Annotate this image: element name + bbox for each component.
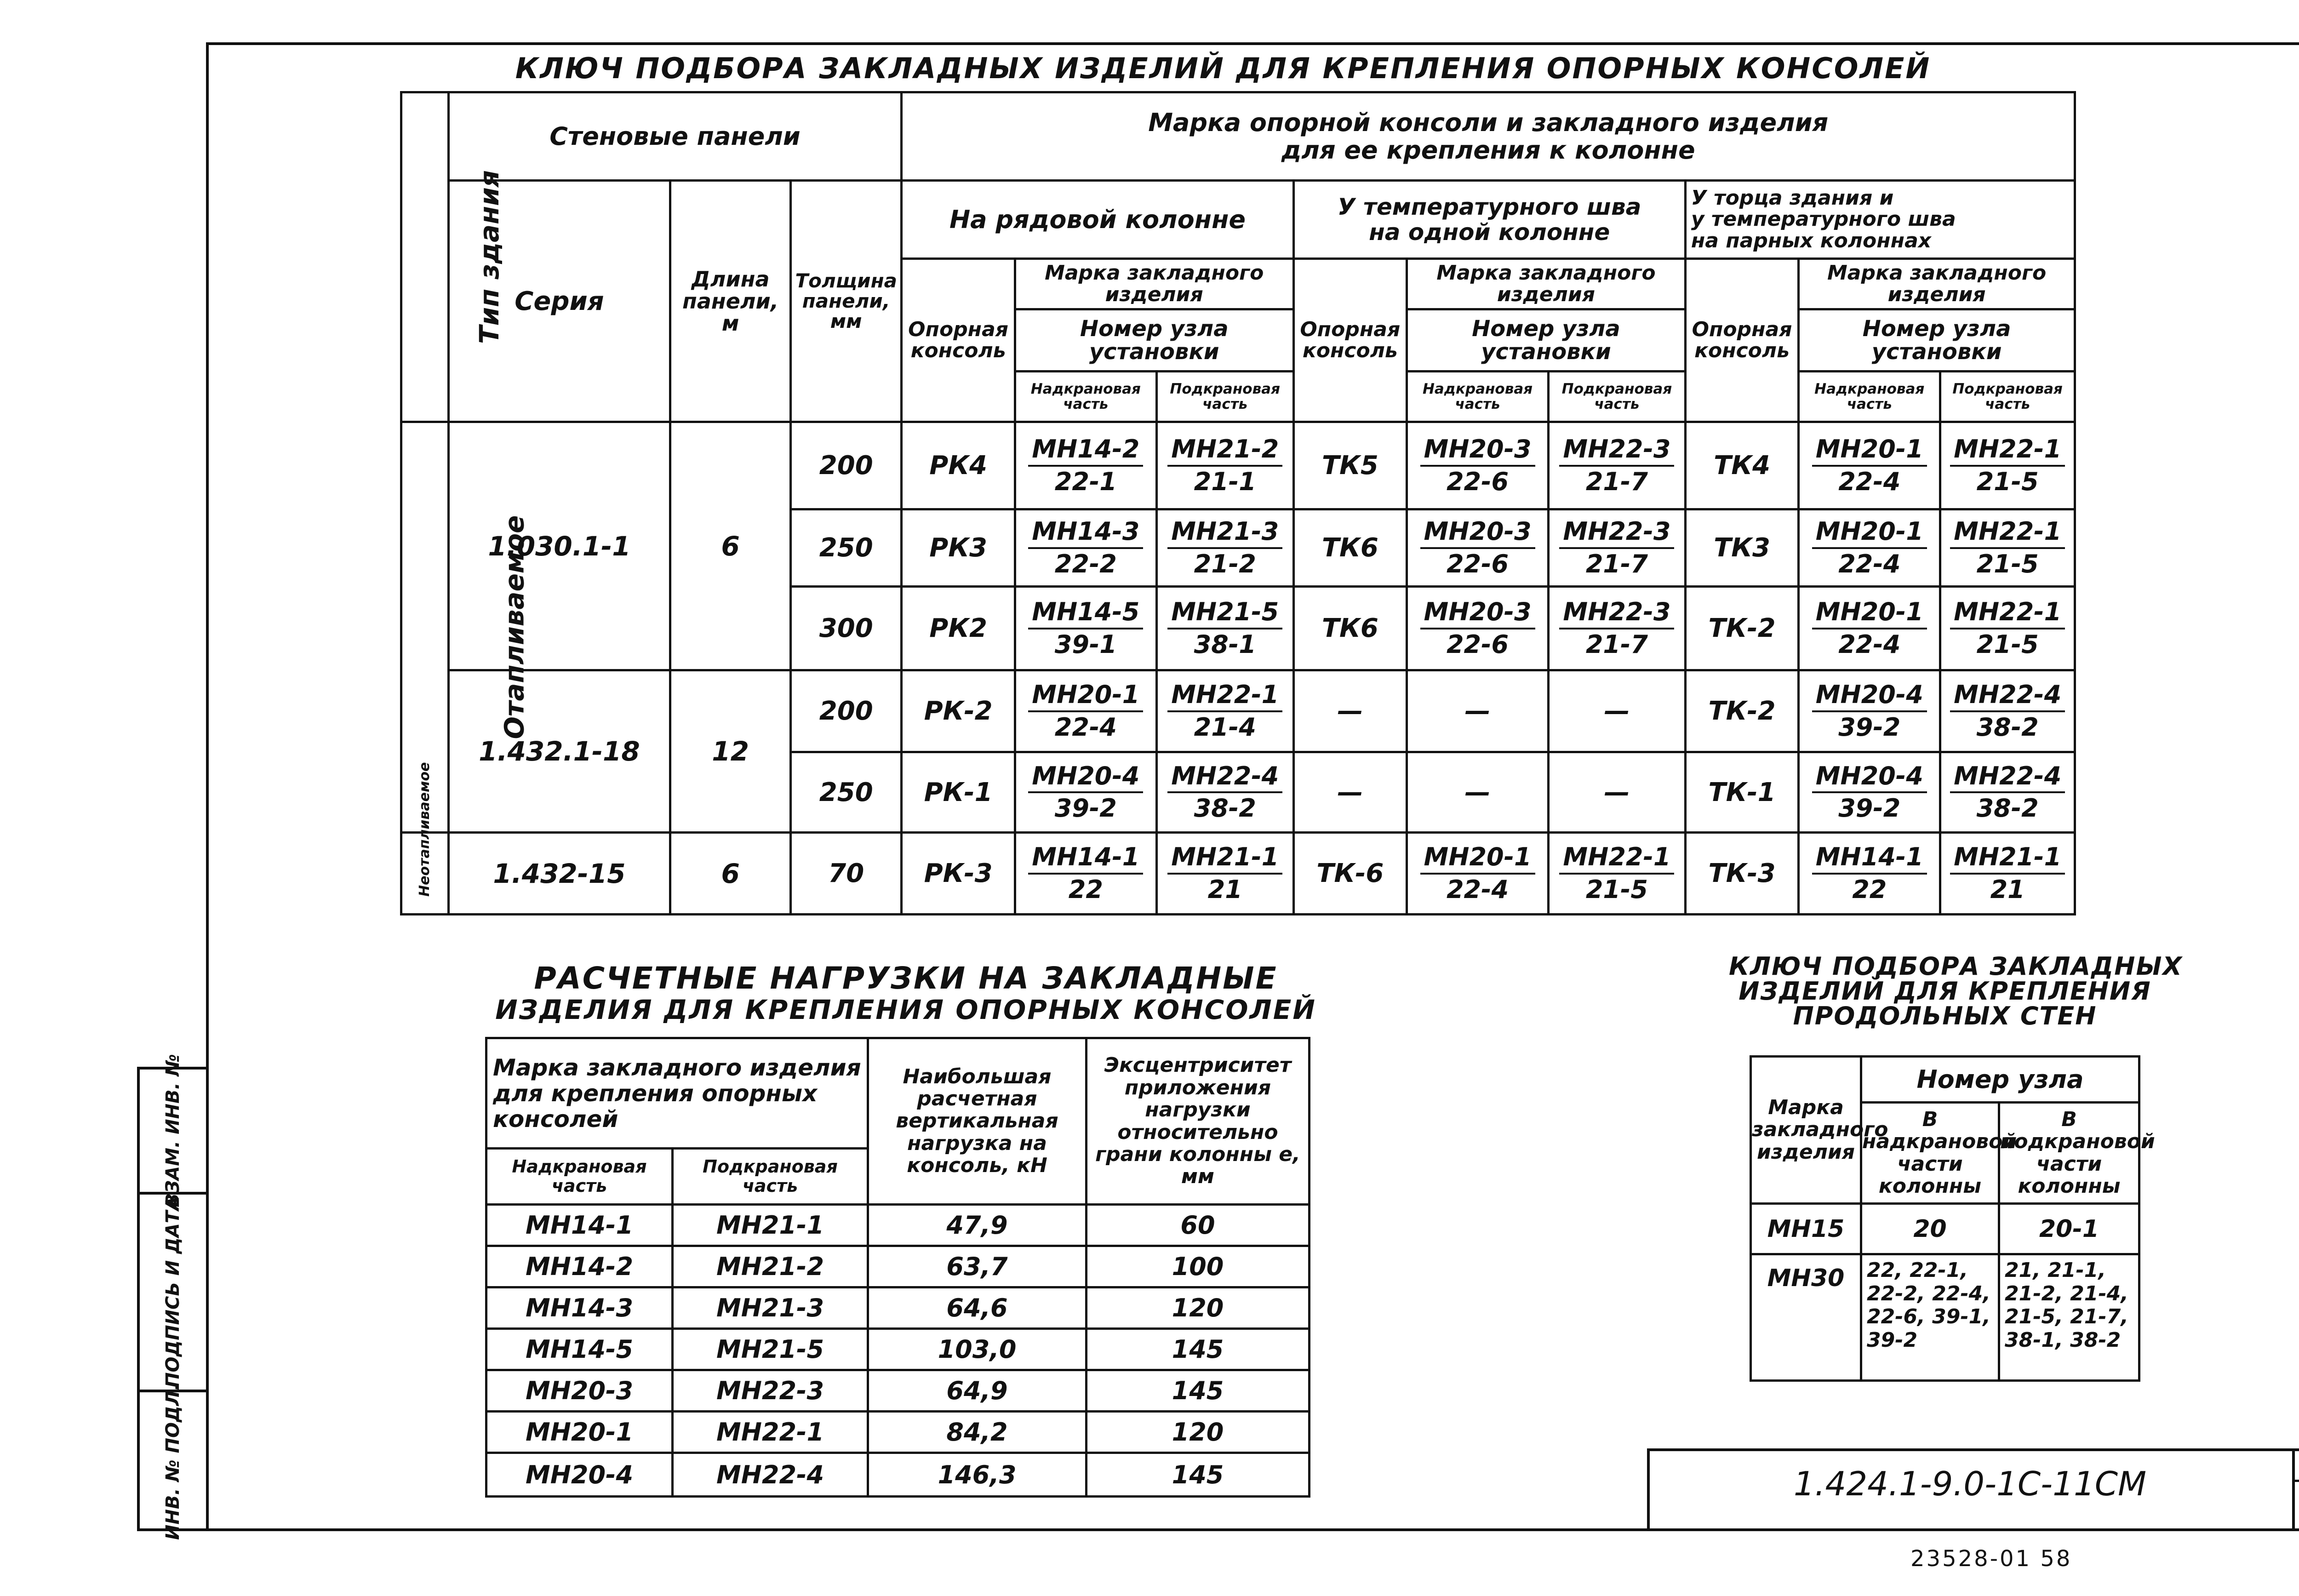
loads-title-line1: РАСЧЕТНЫЕ НАГРУЗКИ НА ЗАКЛАДНЫЕ: [534, 961, 1278, 996]
length-cell: 6: [670, 422, 791, 670]
lower-header: Подкрановая часть: [1940, 372, 2075, 422]
fraction-bottom: 22-4: [1838, 549, 1901, 578]
loads-brand-header: Марка закладного изделия для крепления опорных консолей: [486, 1038, 868, 1149]
fraction-bottom: 22-2: [1054, 549, 1117, 578]
fraction-top: МН20-4: [1812, 681, 1927, 712]
fraction-top: МН21-5: [1167, 598, 1282, 629]
fraction-cell: [1156, 587, 1293, 670]
side-cell: [140, 1195, 206, 1392]
support-cell: ТК4: [1685, 422, 1798, 509]
end-line1: У торца здания и: [1691, 186, 1894, 210]
document-code: 1.424.1-9.0-1С-11СМ: [1793, 1464, 2147, 1503]
loads-ecc-cell: 145: [1087, 1329, 1310, 1370]
walls-brand-cell: МН15: [1751, 1204, 1861, 1254]
fraction-bottom: 22-1: [1054, 467, 1117, 496]
walls-title-line3: ПРОДОЛЬНЫХ СТЕН: [1793, 1001, 2097, 1030]
type-header: [401, 92, 505, 422]
fraction-cell: [1940, 422, 2075, 509]
series-header: Серия: [448, 181, 670, 422]
support-cell: РК3: [902, 509, 1015, 587]
fraction-cell: [1940, 670, 2075, 752]
fraction-top: МН20-1: [1812, 517, 1927, 549]
loads-ecc-cell: 60: [1087, 1205, 1310, 1246]
fraction-cell: [1015, 670, 1156, 752]
fraction-bottom: 39-1: [1054, 629, 1117, 659]
walls-lower-header: В подкрановой части колонны: [1999, 1103, 2139, 1204]
fraction-top: МН22-1: [1950, 435, 2065, 466]
support-cell: РК2: [902, 587, 1015, 670]
temp-joint-header: [1293, 181, 1685, 259]
fraction-bottom: 22-6: [1446, 467, 1509, 496]
fraction-top: МН22-4: [1950, 762, 2065, 793]
support-cell: ТК-2: [1685, 587, 1798, 670]
fraction-bottom: 21-1: [1194, 467, 1256, 496]
dash-cell: —: [1549, 670, 1686, 752]
thickness-header: Толщина панели, мм: [791, 181, 902, 422]
support-cell: РК-3: [902, 833, 1015, 915]
fraction-top: МН14-5: [1028, 598, 1143, 629]
fraction-bottom: 21-7: [1585, 629, 1648, 659]
fraction-cell: [1156, 509, 1293, 587]
node-header: Номер узла установки: [1799, 309, 2075, 372]
fraction-top: МН22-1: [1167, 681, 1282, 712]
fraction-cell: [1015, 422, 1156, 509]
walls-title: [1729, 952, 2183, 1030]
loads-ecc-cell: 100: [1087, 1246, 1310, 1287]
fraction-top: МН20-4: [1812, 762, 1927, 793]
fraction-bottom: 21-5: [1976, 629, 2039, 659]
loads-upper-header: Надкрановая часть: [486, 1149, 673, 1205]
fraction-top: МН21-2: [1167, 435, 1282, 466]
fraction-cell: [1799, 509, 1940, 587]
brand-header-line1: Марка опорной консоли и закладного изделия: [1148, 108, 1829, 137]
support-cell: ТК-3: [1685, 833, 1798, 915]
length-header: Длина панели, м: [670, 181, 791, 422]
loads-upper-cell: МН20-1: [486, 1412, 673, 1453]
length-cell: 12: [670, 670, 791, 833]
fraction-top: МН21-1: [1950, 843, 2065, 874]
support-cell: —: [1293, 752, 1407, 833]
fraction-cell: [1549, 509, 1686, 587]
fraction-top: МН20-1: [1028, 681, 1143, 712]
walls-upper-header: В надкрановой части колонны: [1861, 1103, 1999, 1204]
dash-cell: —: [1549, 752, 1686, 833]
fraction-bottom: 21-7: [1585, 467, 1648, 496]
node-header: Номер узла установки: [1407, 309, 1686, 372]
fraction-cell: [1940, 587, 2075, 670]
fraction-cell: [1156, 752, 1293, 833]
walls-brand-cell: МН30: [1751, 1254, 1861, 1381]
fraction-bottom: 21: [1207, 875, 1242, 904]
walls-lower-list: 21, 21-1, 21-2, 21-4, 21-5, 21-7, 38-1, 38-2: [1999, 1254, 2139, 1381]
embed-brand-header: Марка закладного изделия: [1407, 259, 1686, 309]
fraction-top: МН22-3: [1559, 598, 1674, 629]
fraction-bottom: 22-4: [1838, 467, 1901, 496]
walls-lower-cell: 20-1: [1999, 1204, 2139, 1254]
loads-load-cell: 103,0: [868, 1329, 1087, 1370]
fraction-top: МН21-3: [1167, 517, 1282, 549]
fraction-cell: [1015, 752, 1156, 833]
fraction-bottom: 22: [1068, 875, 1103, 904]
fraction-top: МН20-4: [1028, 762, 1143, 793]
brand-header: [902, 92, 2075, 181]
end-header: [1685, 181, 2075, 259]
fraction-bottom: 21-5: [1585, 875, 1648, 904]
fraction-bottom: 38-1: [1194, 629, 1256, 659]
loads-lower-cell: МН21-3: [673, 1287, 868, 1329]
type-header-text: Тип здания: [474, 170, 505, 344]
temp-joint-line2: на одной колонне: [1369, 218, 1610, 246]
fraction-top: МН20-1: [1812, 435, 1927, 466]
fraction-cell: [1156, 833, 1293, 915]
loads-upper-cell: МН14-2: [486, 1246, 673, 1287]
fraction-top: МН22-4: [1167, 762, 1282, 793]
fraction-bottom: 22-4: [1838, 629, 1901, 659]
loads-ecc-cell: 145: [1087, 1370, 1310, 1412]
end-line3: на парных колоннах: [1691, 229, 1932, 252]
fraction-cell: [1549, 422, 1686, 509]
lower-header: Подкрановая часть: [1156, 372, 1293, 422]
support-cell: РК-2: [902, 670, 1015, 752]
walls-upper-list: 22, 22-1, 22-2, 22-4, 22-6, 39-1, 39-2: [1861, 1254, 1999, 1381]
thickness-cell: 200: [791, 670, 902, 752]
fraction-cell: [1940, 833, 2075, 915]
embed-brand-header: Марка закладного изделия: [1799, 259, 2075, 309]
fraction-bottom: 22-4: [1446, 875, 1509, 904]
fraction-top: МН22-4: [1950, 681, 2065, 712]
type-unheated: [401, 762, 449, 915]
walls-upper-cell: 20: [1861, 1204, 1999, 1254]
walls-title-line1: КЛЮЧ ПОДБОРА ЗАКЛАДНЫХ: [1729, 952, 2183, 981]
fraction-top: МН14-1: [1028, 843, 1143, 874]
fraction-bottom: 22: [1852, 875, 1887, 904]
sheet-box: [2292, 1448, 2299, 1531]
fraction-top: МН22-3: [1559, 517, 1674, 549]
side-replace-label: ВЗАМ. ИНВ. №: [162, 1054, 183, 1207]
fraction-cell: [1015, 833, 1156, 915]
loads-load-header: Наибольшая расчетная вертикальная нагрузка на консоль, кН: [868, 1038, 1087, 1205]
fraction-bottom: 21-2: [1194, 549, 1256, 578]
fraction-cell: [1549, 587, 1686, 670]
fraction-cell: [1549, 833, 1686, 915]
loads-load-cell: 64,6: [868, 1287, 1087, 1329]
fraction-bottom: 21-5: [1976, 467, 2039, 496]
fraction-bottom: 38-2: [1194, 794, 1256, 823]
fraction-cell: [1799, 422, 1940, 509]
fraction-top: МН14-1: [1812, 843, 1927, 874]
fraction-top: МН21-1: [1167, 843, 1282, 874]
side-inv-label: ИНВ. № ПОДЛ.: [162, 1383, 183, 1540]
walls-table: [1750, 1055, 2155, 1382]
upper-header: Надкрановая часть: [1015, 372, 1156, 422]
fraction-cell: [1799, 587, 1940, 670]
side-sign-label: ПОДПИСЬ И ДАТА: [162, 1196, 183, 1388]
main-title: КЛЮЧ ПОДБОРА ЗАКЛАДНЫХ ИЗДЕЛИЙ ДЛЯ КРЕПЛЕНИЯ ОПОРНЫХ КОНСОЛЕЙ: [515, 51, 1931, 85]
support-cell: —: [1293, 670, 1407, 752]
fraction-bottom: 39-2: [1054, 794, 1117, 823]
loads-lower-cell: МН21-2: [673, 1246, 868, 1287]
fraction-top: МН20-3: [1420, 435, 1535, 466]
fraction-cell: [1407, 422, 1549, 509]
fraction-bottom: 21-7: [1585, 549, 1648, 578]
loads-load-cell: 63,7: [868, 1246, 1087, 1287]
fraction-bottom: 22-6: [1446, 549, 1509, 578]
fraction-cell: [1407, 509, 1549, 587]
support-header: Опорная консоль: [1685, 259, 1798, 422]
dash-cell: —: [1407, 670, 1549, 752]
loads-load-cell: 64,9: [868, 1370, 1087, 1412]
support-cell: РК-1: [902, 752, 1015, 833]
fraction-top: МН22-1: [1950, 517, 2065, 549]
brand-header-line2: для ее крепления к колонне: [1281, 135, 1695, 165]
support-cell: ТК5: [1293, 422, 1407, 509]
type-unheated-text: Неотапливаемое: [416, 762, 433, 897]
fraction-cell: [1156, 422, 1293, 509]
support-cell: ТК3: [1685, 509, 1798, 587]
end-line2: у температурного шва: [1691, 207, 1956, 231]
series-cell: 1.030.1-1: [448, 422, 670, 670]
footer-number: 23528-01 58: [1910, 1546, 2072, 1572]
length-cell: 6: [670, 833, 791, 915]
support-cell: ТК-6: [1293, 833, 1407, 915]
fraction-top: МН22-1: [1950, 598, 2065, 629]
loads-load-cell: 47,9: [868, 1205, 1087, 1246]
series-cell: 1.432-15: [448, 833, 670, 915]
walls-brand-header: Марка закладного изделия: [1751, 1057, 1861, 1204]
fraction-cell: [1940, 752, 2075, 833]
thickness-cell: 300: [791, 587, 902, 670]
loads-table: [485, 1037, 1310, 1498]
walls-title-line2: ИЗДЕЛИЙ ДЛЯ КРЕПЛЕНИЯ: [1739, 977, 2151, 1006]
loads-lower-header: Подкрановая часть: [673, 1149, 868, 1205]
sheet-label: [2295, 1451, 2299, 1482]
loads-lower-cell: МН22-4: [673, 1453, 868, 1497]
upper-header: Надкрановая часть: [1799, 372, 1940, 422]
fraction-top: МН22-1: [1559, 843, 1674, 874]
row-column-header: На рядовой колонне: [902, 181, 1293, 259]
fraction-cell: [1407, 587, 1549, 670]
embed-brand-header: Марка закладного изделия: [1015, 259, 1293, 309]
support-header: Опорная консоль: [902, 259, 1015, 422]
fraction-cell: [1799, 670, 1940, 752]
side-cell: [140, 1054, 206, 1207]
fraction-cell: [1799, 833, 1940, 915]
fraction-bottom: 39-2: [1838, 794, 1901, 823]
loads-upper-cell: МН14-1: [486, 1205, 673, 1246]
fraction-cell: [1015, 509, 1156, 587]
upper-header: Надкрановая часть: [1407, 372, 1549, 422]
fraction-top: МН20-1: [1420, 843, 1535, 874]
fraction-top: МН20-1: [1812, 598, 1927, 629]
series-cell: 1.432.1-18: [448, 670, 670, 833]
loads-title: [487, 963, 1324, 1024]
fraction-cell: [1156, 670, 1293, 752]
thickness-cell: 250: [791, 752, 902, 833]
loads-ecc-cell: 120: [1087, 1287, 1310, 1329]
fraction-cell: [1940, 509, 2075, 587]
loads-load-cell: 146,3: [868, 1453, 1087, 1497]
loads-lower-cell: МН22-3: [673, 1370, 868, 1412]
loads-lower-cell: МН21-1: [673, 1205, 868, 1246]
thickness-cell: 250: [791, 509, 902, 587]
fraction-bottom: 21: [1990, 875, 2025, 904]
fraction-bottom: 22-6: [1446, 629, 1509, 659]
fraction-top: МН14-3: [1028, 517, 1143, 549]
fraction-cell: [1799, 752, 1940, 833]
lower-header: Подкрановая часть: [1549, 372, 1686, 422]
loads-lower-cell: МН21-5: [673, 1329, 868, 1370]
loads-upper-cell: МН20-4: [486, 1453, 673, 1497]
side-cell: [140, 1383, 206, 1540]
fraction-bottom: 22-4: [1054, 712, 1117, 742]
fraction-top: МН22-3: [1559, 435, 1674, 466]
fraction-top: МН20-3: [1420, 598, 1535, 629]
loads-ecc-cell: 120: [1087, 1412, 1310, 1453]
support-cell: ТК6: [1293, 587, 1407, 670]
loads-title-line2: ИЗДЕЛИЯ ДЛЯ КРЕПЛЕНИЯ ОПОРНЫХ КОНСОЛЕЙ: [495, 994, 1316, 1025]
loads-lower-cell: МН22-1: [673, 1412, 868, 1453]
type-heated-text: Отапливаемое: [498, 515, 530, 739]
support-cell: ТК-1: [1685, 752, 1798, 833]
support-header: Опорная консоль: [1293, 259, 1407, 422]
wall-panels-header: Стеновые панели: [448, 92, 902, 181]
loads-ecc-cell: 145: [1087, 1453, 1310, 1497]
fraction-bottom: 21-4: [1194, 712, 1256, 742]
fraction-top: МН14-2: [1028, 435, 1143, 466]
node-header: Номер узла установки: [1015, 309, 1293, 372]
dash-cell: —: [1407, 752, 1549, 833]
fraction-cell: [1407, 833, 1549, 915]
loads-ecc-header: Эксцентриситет приложения нагрузки относительно грани колонны е, мм: [1087, 1038, 1310, 1205]
fraction-bottom: 21-5: [1976, 549, 2039, 578]
loads-upper-cell: МН14-5: [486, 1329, 673, 1370]
temp-joint-line1: У температурного шва: [1338, 193, 1641, 220]
walls-node-header: Номер узла: [1861, 1057, 2139, 1103]
support-cell: ТК6: [1293, 509, 1407, 587]
side-stamp: [137, 1054, 206, 1540]
loads-upper-cell: МН20-3: [486, 1370, 673, 1412]
loads-upper-cell: МН14-3: [486, 1287, 673, 1329]
fraction-bottom: 38-2: [1976, 712, 2039, 742]
fraction-top: МН20-3: [1420, 517, 1535, 549]
support-cell: РК4: [902, 422, 1015, 509]
thickness-cell: 200: [791, 422, 902, 509]
fraction-cell: [1015, 587, 1156, 670]
thickness-cell: 70: [791, 833, 902, 915]
main-table: [400, 91, 2076, 915]
support-cell: ТК-2: [1685, 670, 1798, 752]
loads-load-cell: 84,2: [868, 1412, 1087, 1453]
fraction-bottom: 39-2: [1838, 712, 1901, 742]
sheet-number: [2295, 1482, 2299, 1527]
fraction-bottom: 38-2: [1976, 794, 2039, 823]
